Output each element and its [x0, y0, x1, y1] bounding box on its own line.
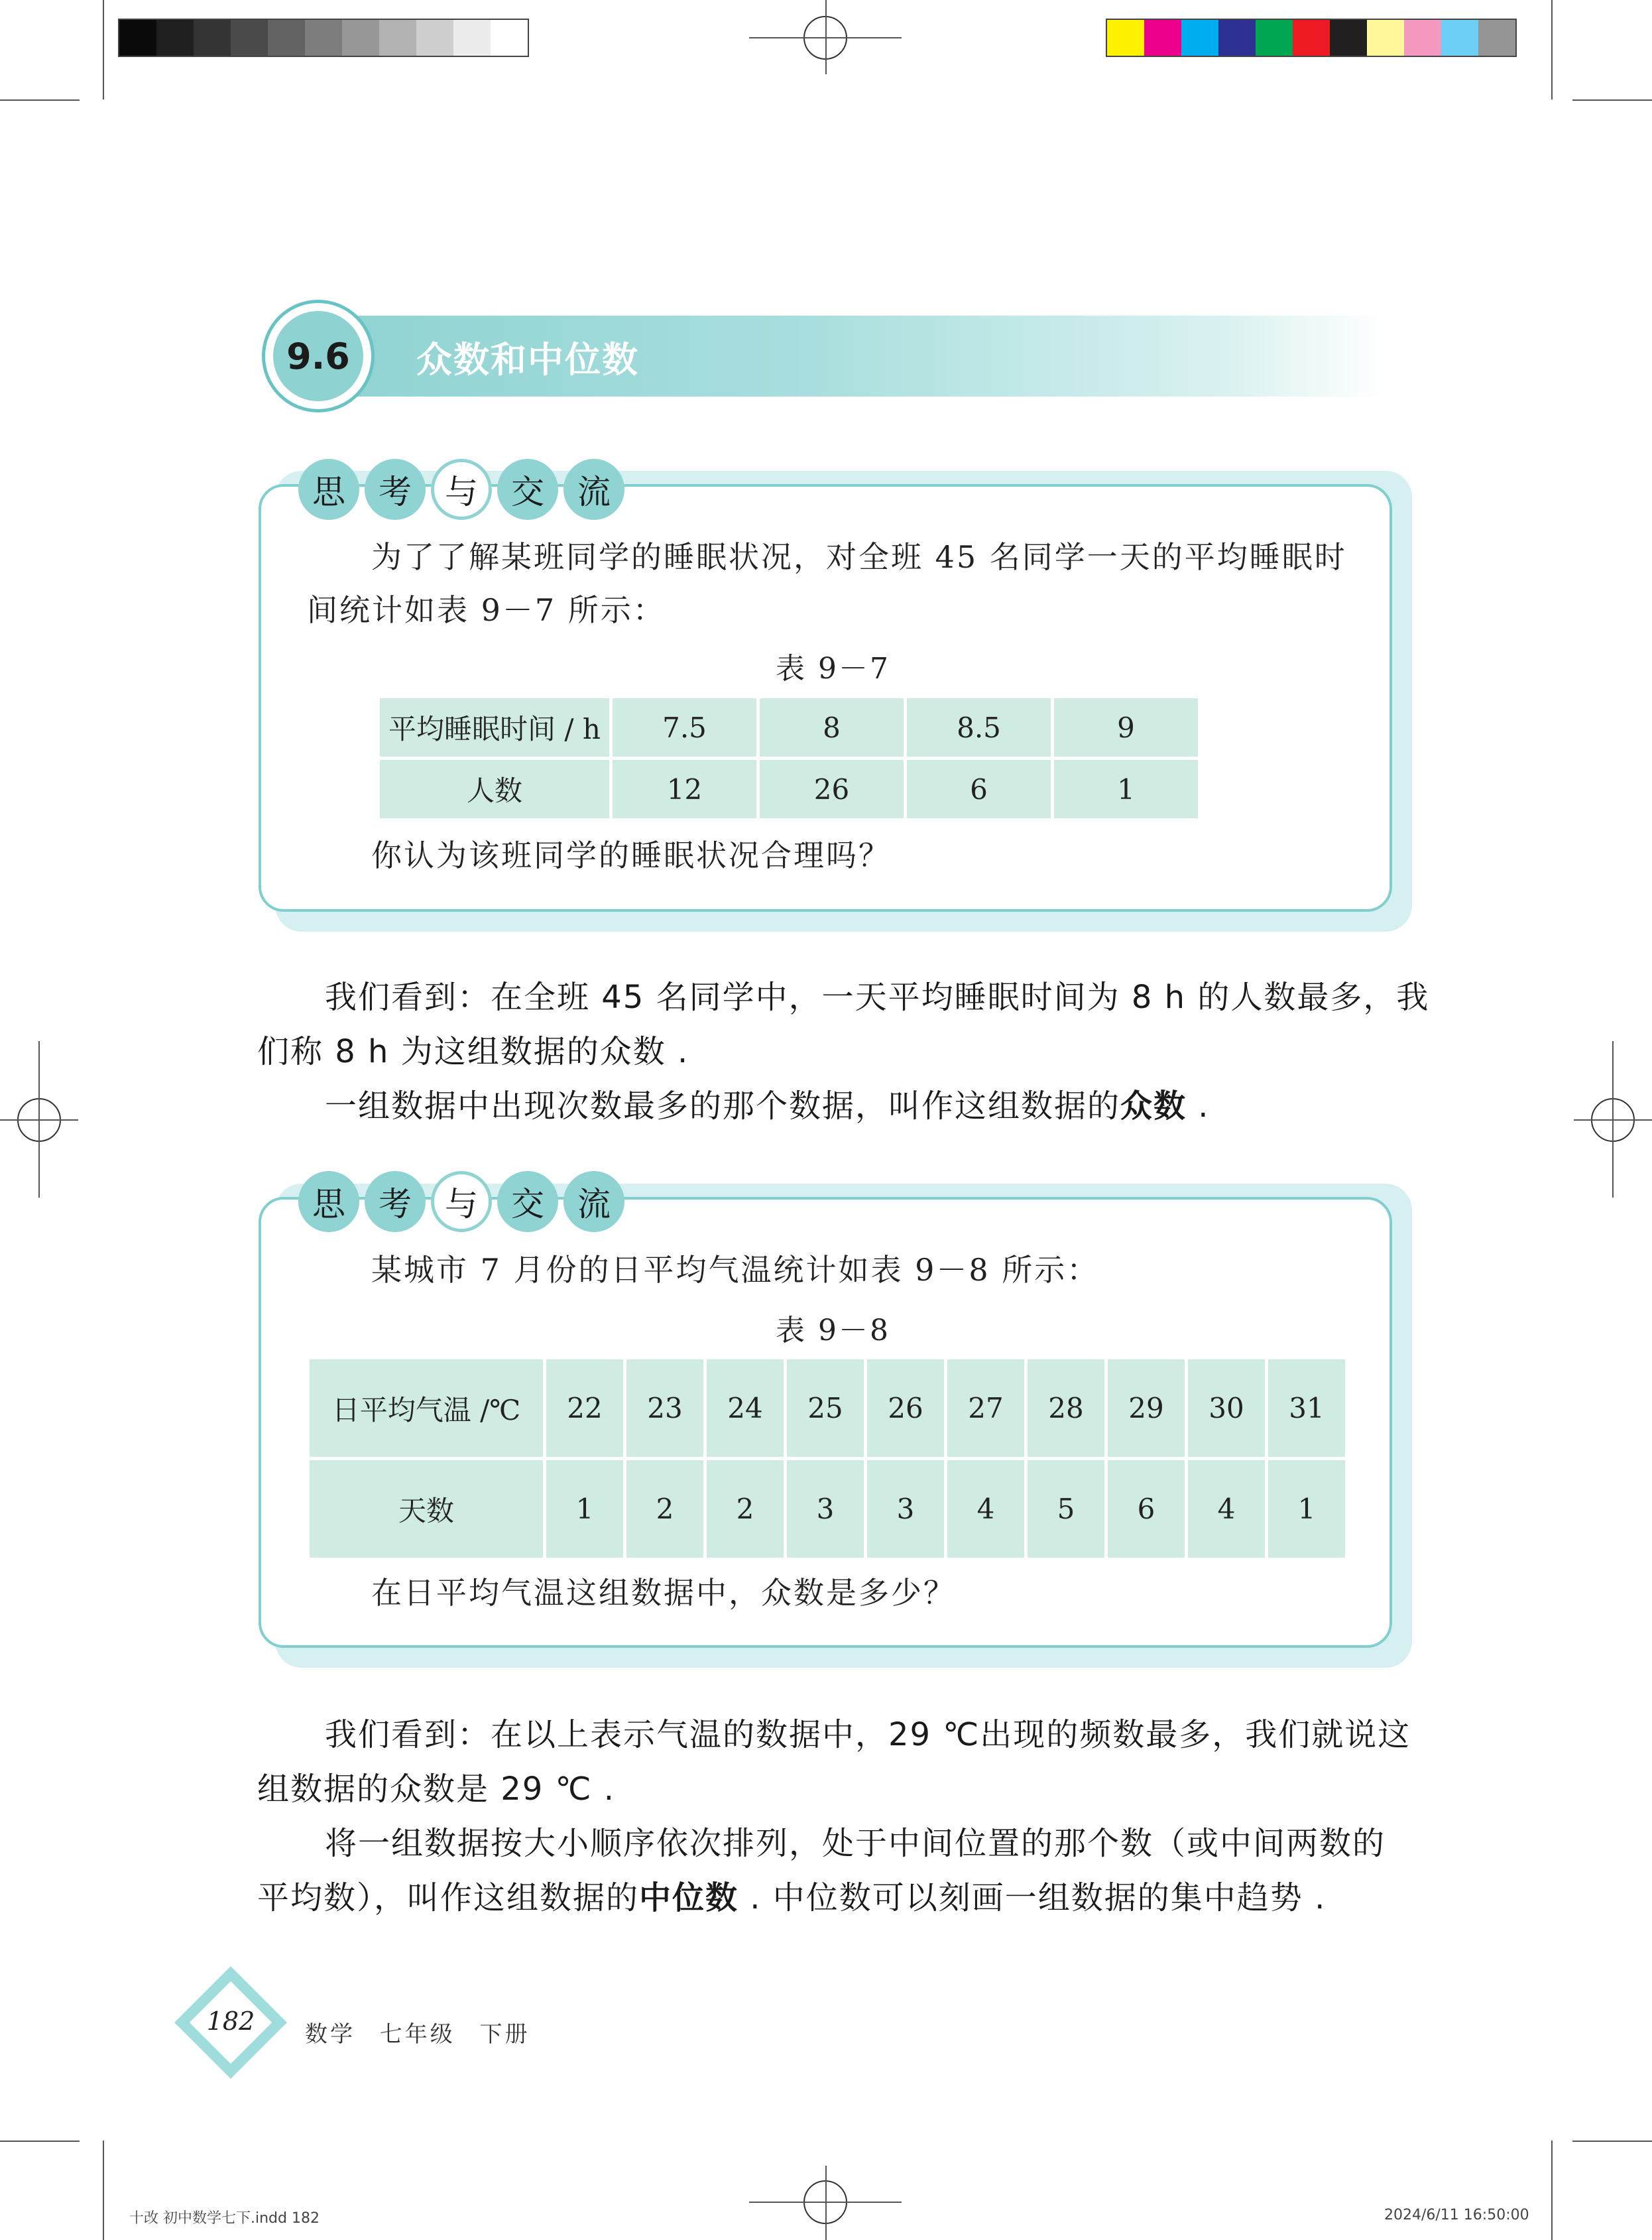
think-badge: 考: [365, 459, 426, 520]
color-swatch: [1256, 20, 1293, 56]
color-swatch: [1107, 20, 1144, 56]
gray-swatch-strip: [118, 19, 529, 57]
table-row: [310, 1460, 1345, 1558]
think-badge: 考: [365, 1171, 426, 1232]
term-median: 中位数: [639, 1879, 739, 1916]
color-swatch: [119, 20, 156, 56]
paragraph-mode-line2: 们称 8 h 为这组数据的众数 .: [257, 1033, 689, 1070]
table-cell: 4: [947, 1460, 1024, 1558]
paragraph-temp-line1: 我们看到：在以上表示气温的数据中，29 ℃出现的频数最多，我们就说这: [325, 1716, 1411, 1753]
color-swatch: [156, 20, 194, 56]
box1-question: 你认为该班同学的睡眠状况合理吗？: [371, 838, 891, 873]
registration-line: [38, 1041, 40, 1198]
table-caption: 表 9－8: [776, 1314, 890, 1347]
crop-mark: [1572, 99, 1652, 101]
color-swatch: [342, 20, 379, 56]
color-swatch: [1478, 20, 1515, 56]
table-cell: 6: [1108, 1460, 1185, 1558]
table-cell: 24: [707, 1359, 784, 1457]
definition-text: 一组数据中出现次数最多的那个数据，叫作这组数据的: [325, 1088, 1121, 1125]
paragraph-temp-line2: 组数据的众数是 29 ℃ .: [257, 1771, 616, 1808]
table-cell: 30: [1188, 1359, 1265, 1457]
table-cell: 29: [1108, 1359, 1185, 1457]
definition-text: 平均数），叫作这组数据的: [257, 1879, 640, 1916]
table-cell: 28: [1028, 1359, 1104, 1457]
color-swatch: [1330, 20, 1367, 56]
table-cell: 3: [787, 1460, 864, 1558]
color-swatch: [1181, 20, 1218, 56]
crop-mark: [103, 0, 104, 99]
think-badges-1: [298, 459, 624, 520]
color-swatch: [1404, 20, 1441, 56]
table-cell: 1: [1054, 760, 1198, 818]
color-swatch: [379, 20, 416, 56]
table-cell: 6: [907, 760, 1051, 818]
box2-intro: 某城市 7 月份的日平均气温统计如表 9－8 所示：: [371, 1252, 1100, 1288]
think-badge: 交: [497, 459, 558, 520]
color-swatch: [1441, 20, 1478, 56]
table-cell: 31: [1268, 1359, 1345, 1457]
table-cell: 27: [947, 1359, 1024, 1457]
table-row: [310, 1359, 1345, 1457]
table-cell: 9: [1054, 698, 1198, 757]
table-cell: 2: [707, 1460, 784, 1558]
crop-mark: [1551, 2141, 1553, 2240]
registration-line: [825, 2166, 827, 2240]
definition-mode: [325, 1079, 1210, 1133]
color-swatch: [453, 20, 491, 56]
color-swatch: [1144, 20, 1181, 56]
think-badge: 思: [298, 459, 359, 520]
sleep-table: [377, 695, 1201, 822]
table-header-cell: 日平均气温 /℃: [310, 1359, 543, 1457]
table-header-cell: 人数: [380, 760, 609, 818]
think-badges-2: [298, 1171, 624, 1232]
definition-end: .: [1187, 1088, 1210, 1125]
term-mode: 众数: [1120, 1088, 1187, 1125]
think-badge: 思: [298, 1171, 359, 1232]
section-title: 众数和中位数: [416, 339, 639, 381]
page-number: 182: [206, 2007, 255, 2036]
table-cell: 3: [867, 1460, 944, 1558]
color-swatch: [1293, 20, 1330, 56]
crop-mark: [1572, 2141, 1652, 2142]
table-cell: 1: [546, 1460, 623, 1558]
crop-mark: [103, 2141, 104, 2240]
table-cell: 1: [1268, 1460, 1345, 1558]
registration-line: [825, 0, 827, 74]
table-cell: 8.5: [907, 698, 1051, 757]
crop-mark: [1551, 0, 1553, 99]
table-cell: 26: [867, 1359, 944, 1457]
color-swatch: [416, 20, 453, 56]
table-cell: 12: [613, 760, 756, 818]
table-caption: 表 9－7: [776, 652, 890, 686]
think-badge: 流: [563, 459, 624, 520]
table-cell: 5: [1028, 1460, 1104, 1558]
color-swatch: [268, 20, 305, 56]
table-cell: 26: [760, 760, 904, 818]
table-row: [380, 698, 1198, 757]
think-badge: 与: [431, 459, 492, 520]
book-title: 数学 七年级 下册: [305, 2021, 530, 2048]
definition-end: . 中位数可以刻画一组数据的集中趋势 .: [738, 1879, 1327, 1916]
definition-median-line2: [257, 1871, 1326, 1925]
definition-median-line1: 将一组数据按大小顺序依次排列，处于中间位置的那个数（或中间两数的: [325, 1825, 1386, 1862]
crop-mark: [0, 99, 80, 101]
color-swatch: [305, 20, 342, 56]
table-cell: 4: [1188, 1460, 1265, 1558]
table-cell: 2: [626, 1460, 703, 1558]
think-badge: 交: [497, 1171, 558, 1232]
crop-mark: [0, 2141, 80, 2142]
table-cell: 23: [626, 1359, 703, 1457]
table-cell: 25: [787, 1359, 864, 1457]
table-cell: 8: [760, 698, 904, 757]
color-swatch: [194, 20, 231, 56]
table-header-cell: 天数: [310, 1460, 543, 1558]
table-cell: 22: [546, 1359, 623, 1457]
temperature-table: [306, 1356, 1348, 1561]
color-swatch: [1367, 20, 1404, 56]
color-swatch: [491, 20, 528, 56]
table-header-cell: 平均睡眠时间 / h: [380, 698, 609, 757]
box2-question: 在日平均气温这组数据中，众数是多少？: [371, 1575, 956, 1611]
box1-intro-line1: 为了了解某班同学的睡眠状况，对全班 45 名同学一天的平均睡眠时: [371, 539, 1347, 575]
think-badge: 流: [563, 1171, 624, 1232]
table-row: [380, 760, 1198, 818]
paragraph-mode-line1: 我们看到：在全班 45 名同学中，一天平均睡眠时间为 8 h 的人数最多，我: [325, 979, 1430, 1016]
color-swatch-strip: [1106, 19, 1517, 57]
box1-intro-line2: 间统计如表 9－7 所示：: [307, 592, 666, 628]
section-number: 9.6: [286, 335, 350, 377]
slug-file: 十改 初中数学七下.indd 182: [129, 2210, 320, 2227]
slug-date: 2024/6/11 16:50:00: [1384, 2207, 1529, 2223]
color-swatch: [231, 20, 268, 56]
think-badge: 与: [431, 1171, 492, 1232]
registration-line: [1612, 1041, 1614, 1198]
color-swatch: [1218, 20, 1256, 56]
table-cell: 7.5: [613, 698, 756, 757]
